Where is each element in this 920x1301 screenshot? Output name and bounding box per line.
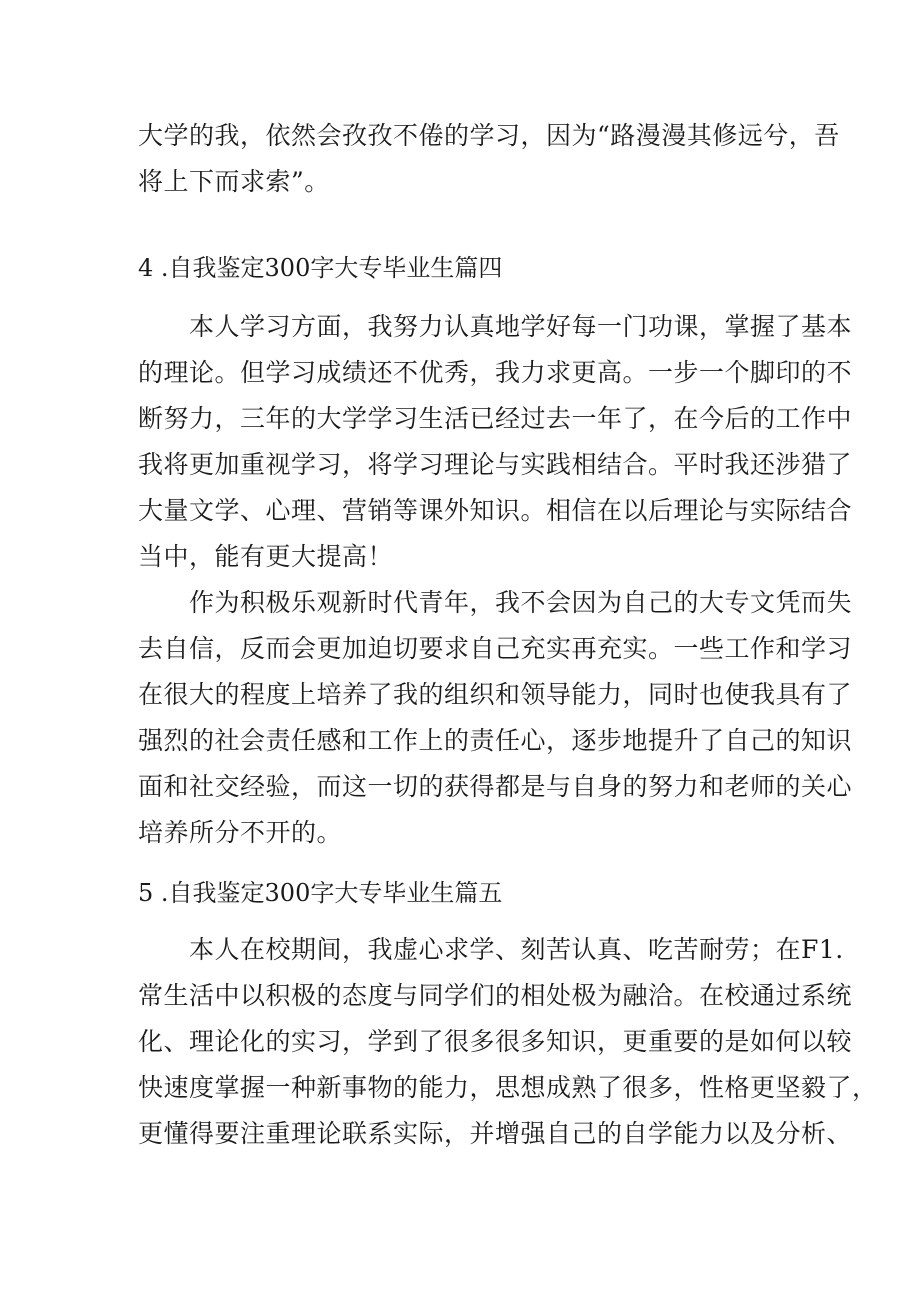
text-line: 快速度掌握一种新事物的能力，思想成熟了很多，性格更坚毅了， (138, 1073, 878, 1102)
intro-paragraph (138, 113, 840, 205)
section-4-paragraph-1 (138, 304, 853, 580)
section-4-heading: 4 .自我鉴定300字大专毕业生篇四 (138, 254, 503, 282)
text-line: 培养所分不开的。 (138, 818, 343, 847)
text-line: 当中，能有更大提高！ (138, 542, 394, 571)
section-5-heading: 5 .自我鉴定300字大专毕业生篇五 (138, 879, 503, 907)
text-line: 的理论。但学习成绩还不优秀，我力求更高。一步一个脚印的不 (138, 358, 853, 387)
text-line: 去自信，反而会更加迫切要求自己充实再充实。一些工作和学习 (138, 634, 853, 663)
text-line: 本人学习方面，我努力认真地学好每一门功课，掌握了基本 (138, 312, 853, 341)
text-line: 本人在校期间，我虚心求学、刻苦认真、吃苦耐劳；在F1. (138, 935, 844, 964)
text-line: 将上下而求索”。 (138, 167, 330, 196)
text-line: 在很大的程度上培养了我的组织和领导能力，同时也使我具有了 (138, 680, 853, 709)
text-line: 更懂得要注重理论联系实际，并增强自己的自学能力以及分析、 (138, 1119, 853, 1148)
text-line: 大学的我，依然会孜孜不倦的学习，因为“路漫漫其修远兮，吾 (138, 121, 840, 150)
section-4-paragraph-2 (138, 580, 853, 856)
text-line: 作为积极乐观新时代青年，我不会因为自己的大专文凭而失 (138, 588, 853, 617)
text-line: 断努力，三年的大学学习生活已经过去一年了，在今后的工作中 (138, 404, 853, 433)
text-line: 我将更加重视学习，将学习理论与实践相结合。平时我还涉猎了 (138, 450, 853, 479)
text-line: 面和社交经验，而这一切的获得都是与自身的努力和老师的关心 (138, 772, 853, 801)
section-5-paragraph-1 (138, 927, 878, 1157)
text-line: 化、理论化的实习，学到了很多很多知识，更重要的是如何以较 (138, 1027, 853, 1056)
text-line: 大量文学、心理、营销等课外知识。相信在以后理论与实际结合 (138, 496, 853, 525)
text-line: 强烈的社会责任感和工作上的责任心，逐步地提升了自己的知识 (138, 726, 853, 755)
text-line: 常生活中以积极的态度与同学们的相处极为融洽。在校通过系统 (138, 981, 853, 1010)
